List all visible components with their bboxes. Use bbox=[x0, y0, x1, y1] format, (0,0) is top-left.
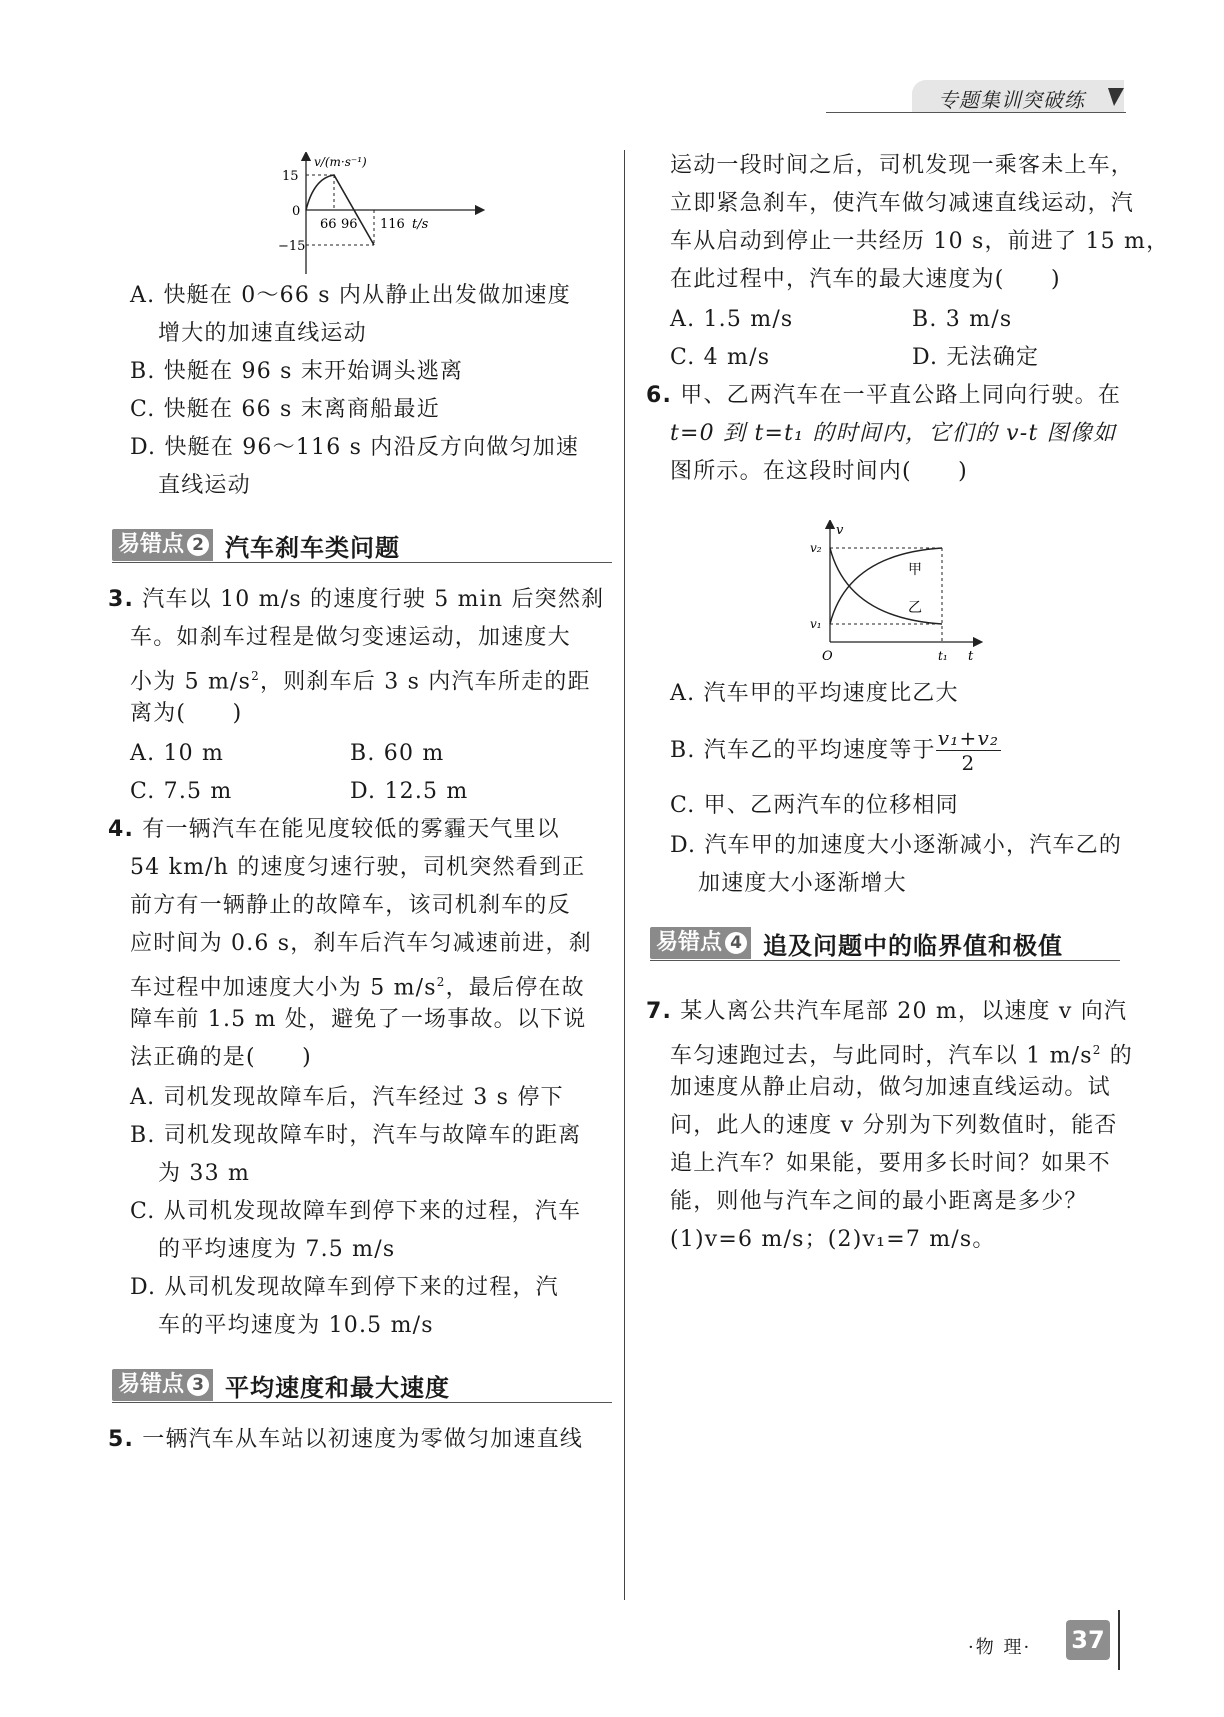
g2-label-yi: 乙 bbox=[908, 600, 922, 616]
page-number: 37 bbox=[1066, 1620, 1110, 1660]
header-title: 专题集训突破练 bbox=[938, 88, 1085, 112]
fraction: $\frac{\text{v₁+v₂}}{2}$ bbox=[937, 726, 1000, 775]
g1-x96: 96 bbox=[341, 217, 358, 232]
q5-line5: 在此过程中，汽车的最大速度为( ) bbox=[670, 267, 1061, 292]
g1-ylabel: v/(m·s⁻¹) bbox=[314, 155, 367, 169]
q7-line2: 车匀速跑过去，与此同时，汽车以 1 $m/s^2$ 的 bbox=[670, 1043, 1133, 1069]
section-4-underline bbox=[650, 960, 1120, 961]
g2-label-jia: 甲 bbox=[908, 562, 922, 578]
q5-line4: 车从启动到停止一共经历 10 s，前进了 15 m， bbox=[670, 229, 1170, 254]
section-number: 2 bbox=[187, 534, 209, 556]
q2-option-a-line1: A. 快艇在 0～66 s 内从静止出发做加速度 bbox=[130, 283, 571, 308]
q3-line1: 3. 汽车以 10 m/s 的速度行驶 5 min 后突然刹 bbox=[108, 587, 605, 612]
q4-line2: 54 km/h 的速度匀速行驶，司机突然看到正 bbox=[130, 855, 586, 880]
q4-option-b-line2: 为 33 m bbox=[158, 1161, 251, 1186]
section-2-underline bbox=[112, 562, 612, 563]
q4-line4: 应时间为 0.6 s，刹车后汽车匀减速前进，刹 bbox=[130, 931, 592, 956]
column-divider bbox=[624, 150, 625, 1600]
vt-graph-jia-yi bbox=[808, 520, 988, 666]
q2-option-a-line2: 增大的加速直线运动 bbox=[158, 321, 367, 346]
section-badge: 易错点 3 bbox=[112, 1369, 213, 1401]
q3-option-d: D. 12.5 m bbox=[350, 779, 469, 804]
q5-option-d: D. 无法确定 bbox=[912, 345, 1040, 370]
section-title: 汽车刹车类问题 bbox=[225, 533, 401, 562]
vt-graph-speedboat bbox=[268, 152, 488, 282]
q6-option-b: B. 汽车乙的平均速度等于 $\frac{\text{v₁+v₂}}{2}$ bbox=[670, 726, 1000, 775]
g1-y15: 15 bbox=[282, 169, 299, 184]
q3-option-a: A. 10 m bbox=[130, 741, 225, 766]
q6-option-c: C. 甲、乙两汽车的位移相同 bbox=[670, 793, 959, 818]
q5-option-b: B. 3 m/s bbox=[912, 307, 1013, 332]
q6-line2: t=0 到 t=t₁ 的时间内，它们的 v-t 图像如 bbox=[670, 421, 1117, 446]
q3-line3: 小为 5 $m/s^2$，则刹车后 3 s 内汽车所走的距 bbox=[130, 669, 591, 695]
g1-yneg15: −15 bbox=[278, 239, 306, 254]
q2-option-d-line1: D. 快艇在 96～116 s 内沿反方向做匀加速 bbox=[130, 435, 580, 460]
q3-option-c: C. 7.5 m bbox=[130, 779, 233, 804]
q4-line6: 障车前 1.5 m 处，避免了一场事故。以下说 bbox=[130, 1007, 587, 1032]
q4-line3: 前方有一辆静止的故障车，该司机刹车的反 bbox=[130, 893, 571, 918]
q3-line2: 车。如刹车过程是做匀变速运动，加速度大 bbox=[130, 625, 571, 650]
q4-option-c-line1: C. 从司机发现故障车到停下来的过程，汽车 bbox=[130, 1199, 582, 1224]
section-title: 平均速度和最大速度 bbox=[225, 1373, 451, 1402]
g2-v1: v₁ bbox=[810, 617, 822, 631]
q4-option-b-line1: B. 司机发现故障车时，汽车与故障车的距离 bbox=[130, 1123, 582, 1148]
q6-option-a: A. 汽车甲的平均速度比乙大 bbox=[670, 681, 959, 706]
section-3-underline bbox=[112, 1402, 612, 1403]
g2-xlabel: t bbox=[968, 649, 974, 664]
q6-option-d-line2: 加速度大小逐渐增大 bbox=[698, 871, 907, 896]
q4-line1: 4. 有一辆汽车在能见度较低的雾霾天气里以 bbox=[108, 817, 560, 842]
section-badge: 易错点 4 bbox=[650, 927, 751, 959]
footer-subject: ·物 理· bbox=[968, 1637, 1032, 1658]
g2-t1: t₁ bbox=[938, 649, 948, 663]
q4-line7: 法正确的是( ) bbox=[130, 1045, 312, 1070]
q5-line3: 立即紧急刹车，使汽车做匀减速直线运动，汽 bbox=[670, 191, 1135, 216]
q6-line3: 图所示。在这段时间内( ) bbox=[670, 459, 968, 484]
q2-option-c: C. 快艇在 66 s 末离商船最近 bbox=[130, 397, 440, 422]
q5-option-a: A. 1.5 m/s bbox=[670, 307, 794, 332]
section-number: 4 bbox=[725, 932, 747, 954]
q5-option-c: C. 4 m/s bbox=[670, 345, 771, 370]
q7-line3: 加速度从静止启动，做匀加速直线运动。试 bbox=[670, 1075, 1111, 1100]
g2-origin: O bbox=[822, 649, 833, 664]
section-3-header bbox=[112, 1368, 450, 1402]
q4-option-a: A. 司机发现故障车后，汽车经过 3 s 停下 bbox=[130, 1085, 564, 1110]
q2-option-b: B. 快艇在 96 s 末开始调头逃离 bbox=[130, 359, 464, 384]
g1-y0: 0 bbox=[292, 204, 301, 219]
q5-line2: 运动一段时间之后，司机发现一乘客未上车， bbox=[670, 153, 1135, 178]
section-badge: 易错点 2 bbox=[112, 529, 213, 561]
section-title: 追及问题中的临界值和极值 bbox=[763, 931, 1064, 960]
g1-x66: 66 bbox=[320, 217, 337, 232]
q5-line1: 5. 一辆汽车从车站以初速度为零做匀加速直线 bbox=[108, 1427, 584, 1452]
g1-x116: 116 bbox=[380, 217, 405, 232]
q4-option-d-line2: 车的平均速度为 10.5 m/s bbox=[158, 1313, 434, 1338]
section-2-header bbox=[112, 528, 400, 562]
q2-option-d-line2: 直线运动 bbox=[158, 473, 251, 498]
q4-line5: 车过程中加速度大小为 5 $m/s^2$，最后停在故 bbox=[130, 975, 585, 1001]
header-triangle-icon bbox=[1108, 88, 1124, 108]
section-number: 3 bbox=[187, 1374, 209, 1396]
q7-line6: 能，则他与汽车之间的最小距离是多少？ bbox=[670, 1189, 1088, 1214]
q7-line1: 7. 某人离公共汽车尾部 20 m，以速度 v 向汽 bbox=[646, 999, 1128, 1024]
section-4-header bbox=[650, 926, 1063, 960]
g2-v2: v₂ bbox=[810, 541, 822, 555]
g2-ylabel: v bbox=[836, 523, 844, 538]
q6-option-d-line1: D. 汽车甲的加速度大小逐渐减小，汽车乙的 bbox=[670, 833, 1123, 858]
q7-line4: 问，此人的速度 v 分别为下列数值时，能否 bbox=[670, 1113, 1118, 1138]
q4-option-d-line1: D. 从司机发现故障车到停下来的过程，汽 bbox=[130, 1275, 559, 1300]
q4-option-c-line2: 的平均速度为 7.5 m/s bbox=[158, 1237, 396, 1262]
q6-line1: 6. 甲、乙两汽车在一平直公路上同向行驶。在 bbox=[646, 383, 1122, 408]
footer-rule bbox=[1118, 1610, 1120, 1670]
q3-option-b: B. 60 m bbox=[350, 741, 445, 766]
g1-xlabel: t/s bbox=[412, 217, 429, 232]
header-rule bbox=[826, 112, 1126, 113]
q7-line7: (1)v=6 m/s；(2)v₁=7 m/s。 bbox=[670, 1227, 996, 1252]
q7-line5: 追上汽车？如果能，要用多长时间？如果不 bbox=[670, 1151, 1111, 1176]
q3-line4: 离为( ) bbox=[130, 701, 243, 726]
